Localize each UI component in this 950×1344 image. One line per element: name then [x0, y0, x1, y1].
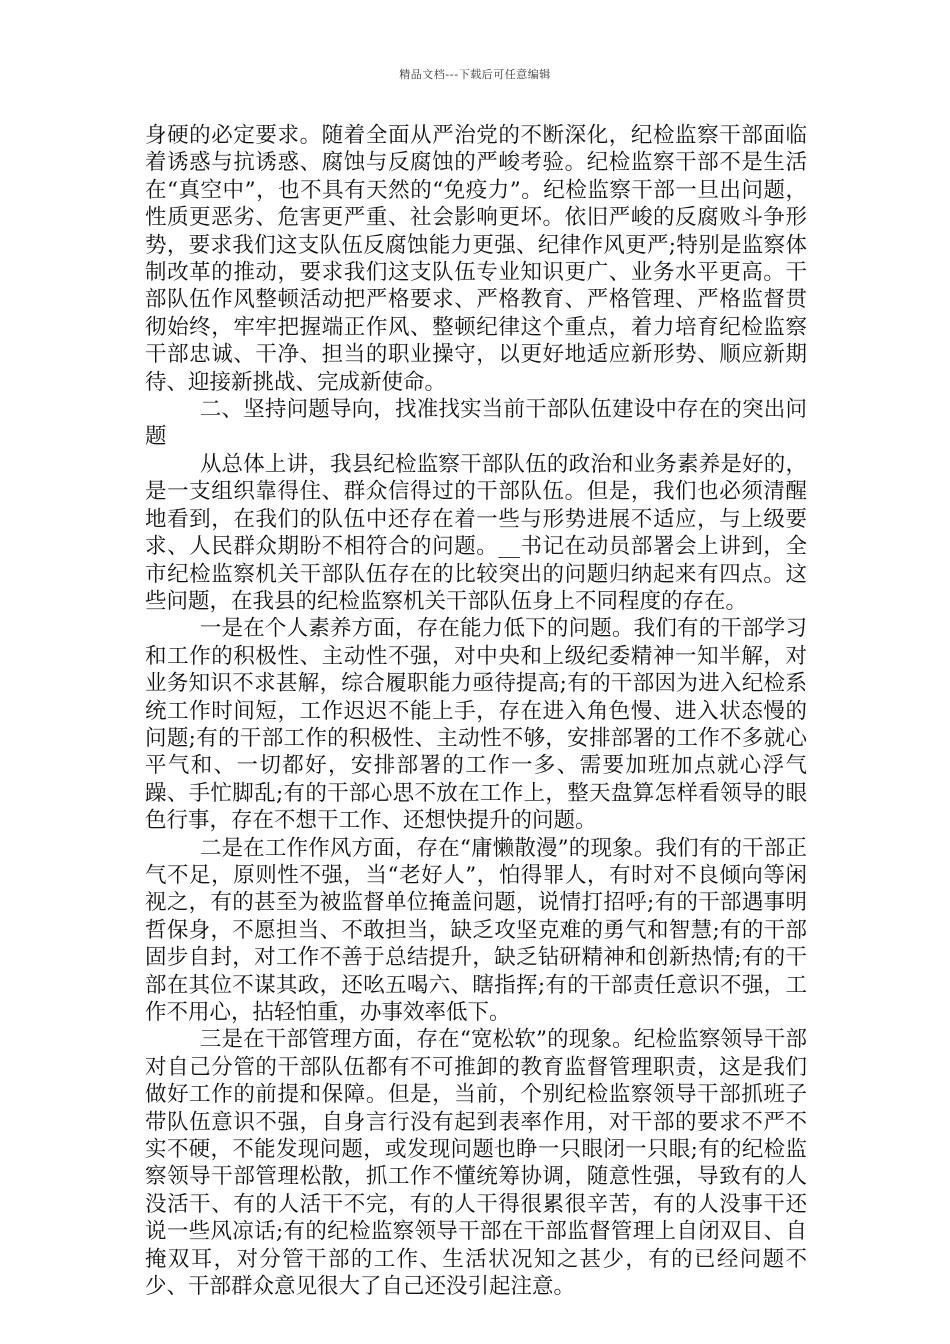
section-heading: 二、坚持问题导向，找准找实当前干部队伍建设中存在的突出问题: [145, 397, 807, 450]
paragraph: 身硬的必定要求。随着全面从严治党的不断深化，纪检监察干部面临着诱惑与抗诱惑、腐蚀与反腐蚀的严峻考验。纪检监察干部不是生活在“真空中”，也不具有天然的“免疫力”。纪检监察干部一旦出问题，性质更恶劣、危害更严重、社会影响更坏。依旧严峻的反腐败斗争形势，要求我们这支队伍反腐蚀能力更强、纪律作风更严;特别是监察体制改革的推动，要求我们这支队伍专业知识更广、业务水平更高。干部队伍作风整顿活动把严格要求、严格教育、严格管理、严格监督贯彻始终，牢牢把握端正作风、整顿纪律这个重点，着力培育纪检监察干部忠诚、干净、担当的职业操守，以更好地适应新形势、顺应新期待、迎接新挑战、完成新使命。: [145, 123, 807, 395]
paragraph: 从总体上讲，我县纪检监察干部队伍的政治和业务素养是好的，是一支组织靠得住、群众信得过的干部队伍。但是，我们也必须清醒地看到，在我们的队伍中还存在着一些与形势进展不适应，与上级要求、人民群众期盼不相符合的问题。__书记在动员部署会上讲到，全市纪检监察机关干部队伍存在的比较突出的问题归纳起来有四点。这些问题，在我县的纪检监察机关干部队伍身上不同程度的存在。: [145, 451, 807, 614]
paragraph: 一是在个人素养方面，存在能力低下的问题。我们有的干部学习和工作的积极性、主动性不强，对中央和上级纪委精神一知半解，对业务知识不求甚解，综合履职能力亟待提高;有的干部因为进入纪检系统工作时间短，工作迟迟不能上手，存在进入角色慢、进入状态慢的问题;有的干部工作的积极性、主动性不够，安排部署的工作不多就心平气和、一切都好，安排部署的工作一多、需要加班加点就心浮气躁、手忙脚乱;有的干部心思不放在工作上，整天盘算怎样看领导的眼色行事，存在不想干工作、还想快提升的问题。: [145, 616, 807, 834]
paragraph: 二是在工作作风方面，存在“庸懒散漫”的现象。我们有的干部正气不足，原则性不强，当“老好人”，怕得罪人，有时对不良倾向等闲视之，有的甚至为被监督单位掩盖问题，说情打招呼;有的干部遇事明哲保身，不愿担当、不敢担当，缺乏攻坚克难的勇气和智慧;有的干部固步自封，对工作不善于总结提升，缺乏钻研精神和创新热情;有的干部在其位不谋其政，还吆五喝六、瞎指挥;有的干部责任意识不强，工作不用心，拈轻怕重，办事效率低下。: [145, 835, 807, 1025]
document-body: [145, 122, 807, 1300]
paragraph: 三是在干部管理方面，存在“宽松软”的现象。纪检监察领导干部对自己分管的干部队伍都有不可推卸的教育监督管理职责，这是我们做好工作的前提和保障。但是，当前，个别纪检监察领导干部抓班子带队伍意识不强，自身言行没有起到表率作用，对干部的要求不严不实不硬，不能发现问题，或发现问题也睁一只眼闭一只眼;有的纪检监察领导干部管理松散，抓工作不懂统筹协调，随意性强，导致有的人没活干、有的人活干不完，有的人干得很累很辛苦，有的人没事干还说一些风凉话;有的纪检监察领导干部在干部监督管理上自闭双目、自掩双耳，对分管干部的工作、生活状况知之甚少，有的已经问题不少、干部群众意见很大了自己还没引起注意。: [145, 1027, 807, 1300]
page-header: 精品文档---下载后可任意编辑: [399, 68, 551, 81]
